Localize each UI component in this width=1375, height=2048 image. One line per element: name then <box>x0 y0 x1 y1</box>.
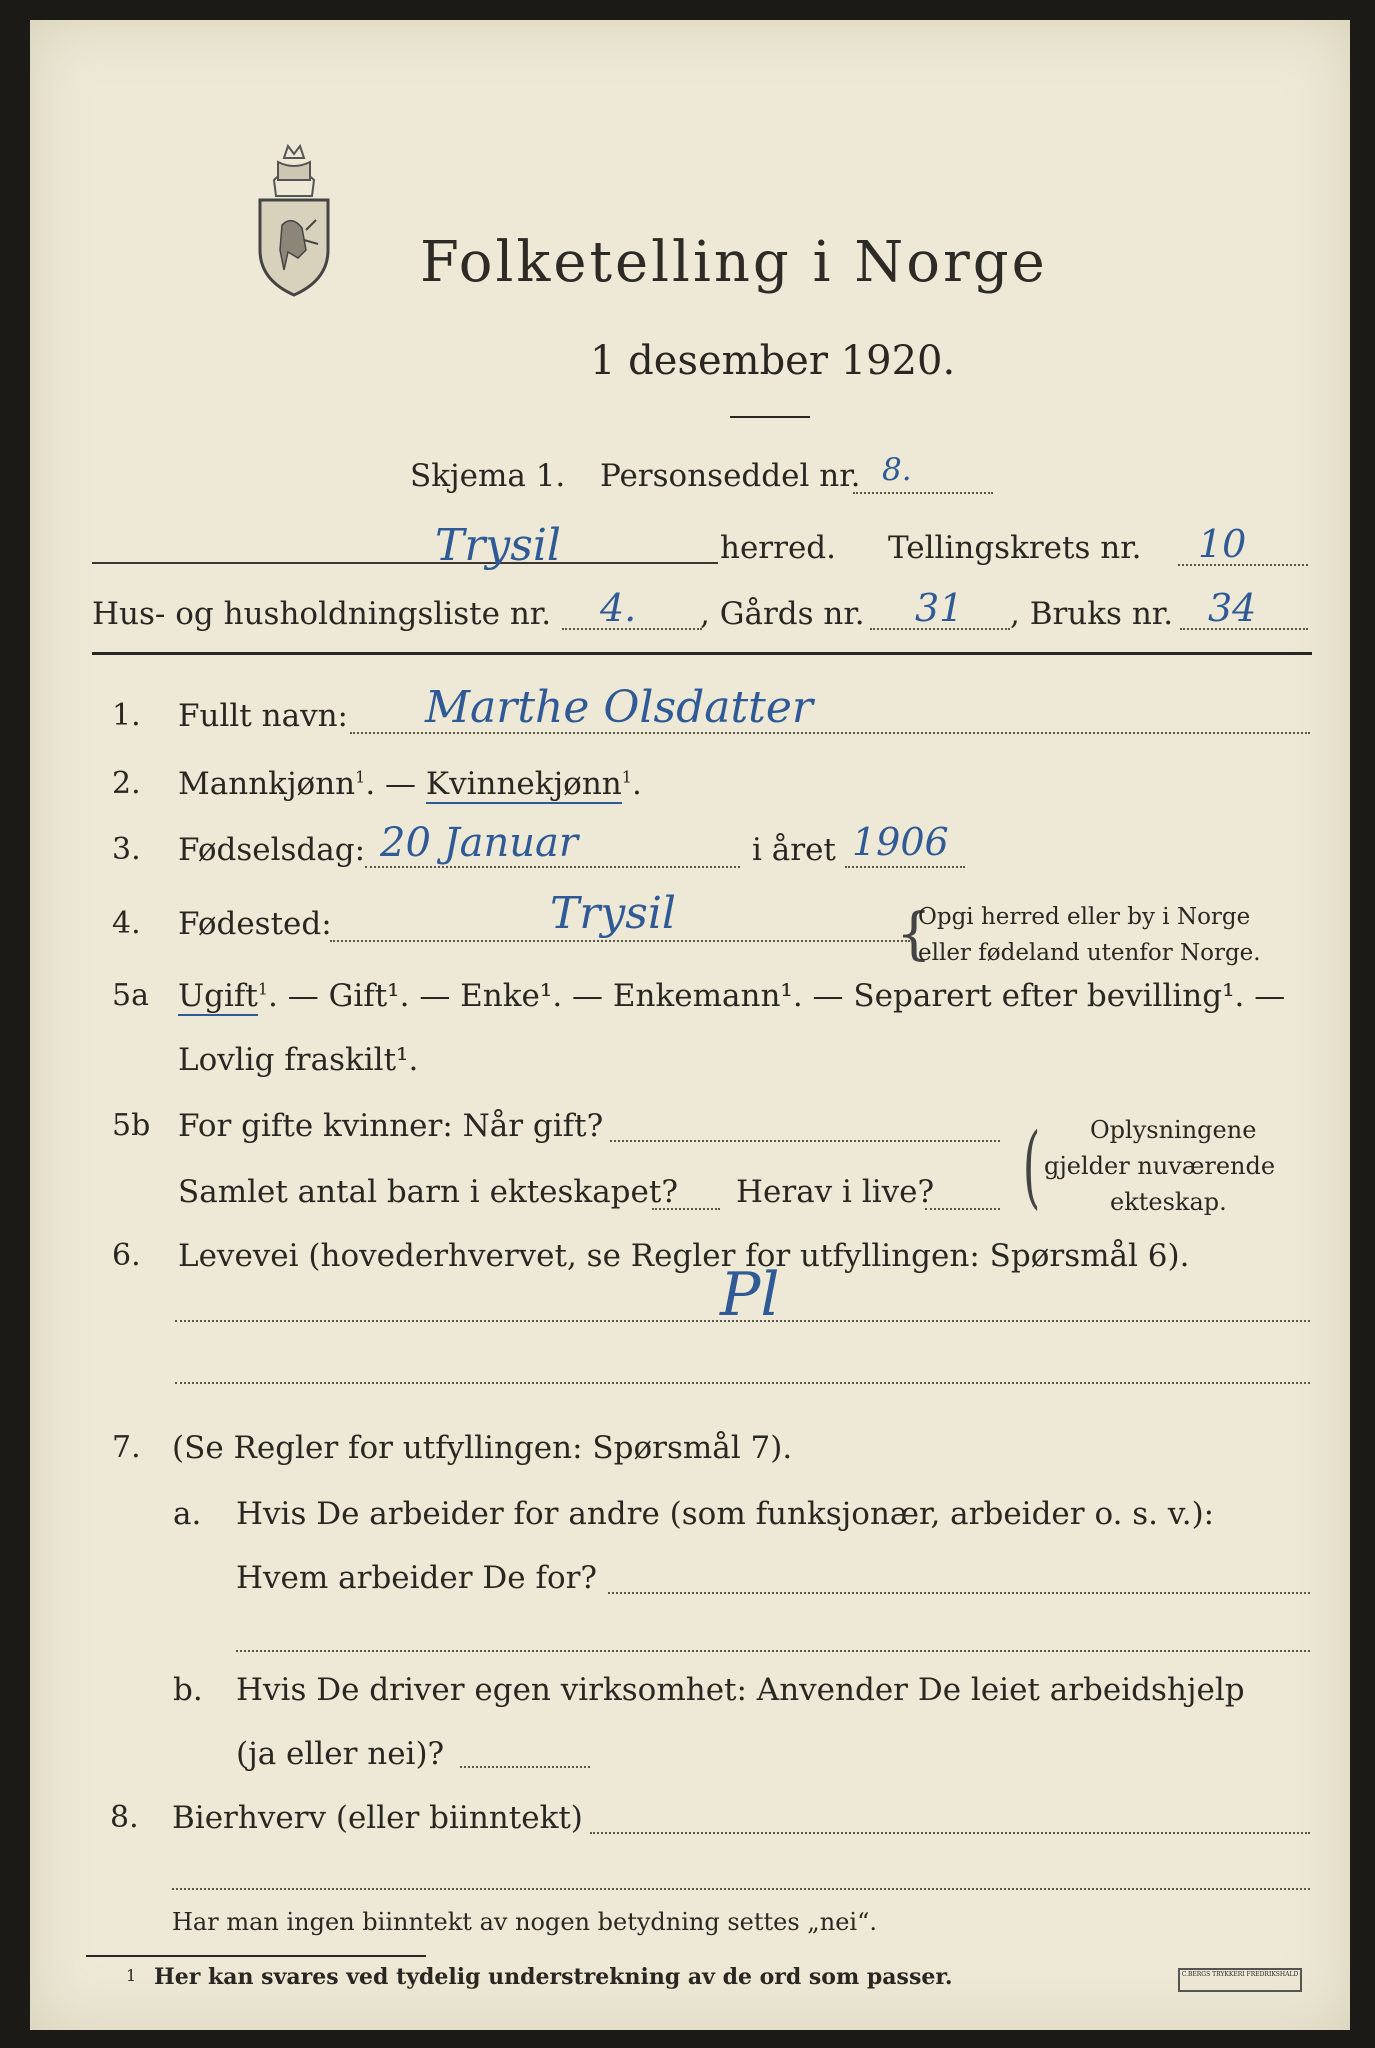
q5b-alive-field <box>925 1208 1000 1210</box>
footnote-rule <box>86 1955 426 1957</box>
q6-field-2 <box>175 1382 1310 1384</box>
title-divider <box>730 416 810 418</box>
header-rule <box>92 652 1312 655</box>
q5a-options: Ugift$^1$. — Gift¹. — Enke¹. — Enkemann¹. — Separert efter bevilling¹. — <box>178 978 1286 1014</box>
printer-stamp: C.BERGS TRYKKERI FREDRIKSHALD <box>1178 1968 1302 1992</box>
q4-note-1: Opgi herred eller by i Norge <box>918 904 1251 930</box>
schema-label: Skjema 1. <box>410 458 566 494</box>
q3-year-label: i året <box>752 832 836 868</box>
q8-field-1 <box>590 1832 1310 1834</box>
form-title: Folketelling i Norge <box>420 230 1048 295</box>
footnote-text: Her kan svares ved tydelig understrekning av de ord som passer. <box>154 1964 953 1990</box>
q5b-children-field <box>652 1208 720 1210</box>
personseddel-label: Personseddel nr. <box>600 458 861 494</box>
q4-label: Fødested: <box>178 906 332 942</box>
q2-mann[interactable]: Mannkjønn <box>178 766 356 802</box>
q7a-letter: a. <box>173 1496 202 1532</box>
personseddel-value[interactable]: 8. <box>882 452 912 488</box>
q7b-text: Hvis De driver egen virksomhet: Anvender De leiet arbeidshjelp <box>236 1672 1245 1708</box>
q5b-note-3: ekteskap. <box>1110 1188 1227 1216</box>
q4-number: 4. <box>112 906 141 941</box>
q8-note: Har man ingen biinntekt av nogen betydning settes „nei“. <box>172 1908 877 1936</box>
q5b-line1: For gifte kvinner: Når gift? <box>178 1108 604 1144</box>
q6-value[interactable]: Pl <box>720 1260 780 1330</box>
q4-value[interactable]: Trysil <box>550 888 676 939</box>
hus-label: Hus- og husholdningsliste nr. <box>92 596 552 632</box>
q5b-brace: ( <box>1022 1114 1041 1219</box>
herred-field <box>92 562 718 564</box>
q1-value[interactable]: Marthe Olsdatter <box>425 682 813 733</box>
q2-kvinne-selected[interactable]: Kvinnekjønn <box>425 766 622 802</box>
q3-label: Fødselsdag: <box>178 832 366 868</box>
bruks-label: , Bruks nr. <box>1010 596 1174 632</box>
q4-field <box>330 940 910 942</box>
census-date: 1 desember 1920. <box>590 338 956 384</box>
q3-year[interactable]: 1906 <box>852 820 949 864</box>
gards-value[interactable]: 31 <box>915 586 964 630</box>
q3-value[interactable]: 20 Januar <box>380 820 578 866</box>
q5a-line2: Lovlig fraskilt¹. <box>178 1042 419 1078</box>
q7a-field-1 <box>608 1592 1310 1594</box>
q5b-note-2: gjelder nuværende <box>1044 1152 1276 1180</box>
q1-label: Fullt navn: <box>178 698 348 734</box>
q8-label: Bierhverv (eller biinntekt) <box>172 1800 583 1836</box>
herred-value[interactable]: Trysil <box>435 520 561 571</box>
q1-number: 1. <box>112 698 141 733</box>
q6-number: 6. <box>112 1238 141 1273</box>
q5a-ugift-selected[interactable]: Ugift <box>178 978 258 1014</box>
coat-of-arms-emblem <box>254 140 334 300</box>
footnote-mark: 1 <box>126 1966 137 1985</box>
q4-brace: { <box>896 902 932 967</box>
q7a-text: Hvis De arbeider for andre (som funksjonær, arbeider o. s. v.): <box>236 1496 1215 1532</box>
q7b-letter: b. <box>173 1672 203 1708</box>
q7-label: (Se Regler for utfyllingen: Spørsmål 7). <box>172 1430 793 1466</box>
tellingskrets-value[interactable]: 10 <box>1198 522 1247 566</box>
q7-number: 7. <box>112 1430 141 1465</box>
hus-value[interactable]: 4. <box>600 586 637 630</box>
q2-number: 2. <box>112 766 141 801</box>
q3-year-field <box>845 866 965 868</box>
q5b-children-label: Samlet antal barn i ekteskapet? <box>178 1174 678 1210</box>
herred-label: herred. <box>720 530 836 566</box>
q5b-note-1: Oplysningene <box>1090 1116 1257 1144</box>
q7b-question: (ja eller nei)? <box>236 1736 445 1772</box>
q5b-gift-field <box>610 1140 1000 1142</box>
q2-options: Mannkjønn$^1$. — Kvinnekjønn$^1$. <box>178 766 642 802</box>
q7b-field <box>460 1766 590 1768</box>
personseddel-field <box>853 492 993 494</box>
q6-label: Levevei (hovederhvervet, se Regler for utfyllingen: Spørsmål 6). <box>178 1238 1190 1274</box>
q3-number: 3. <box>112 832 141 867</box>
q3-day-field <box>365 866 740 868</box>
q7a-field-2 <box>236 1650 1310 1652</box>
q7a-question: Hvem arbeider De for? <box>236 1560 598 1596</box>
q5b-number: 5b <box>112 1108 151 1143</box>
gards-label: , Gårds nr. <box>700 596 865 632</box>
bruks-value[interactable]: 34 <box>1208 586 1257 630</box>
q5b-alive-label: Herav i live? <box>736 1174 935 1210</box>
tellingskrets-label: Tellingskrets nr. <box>888 530 1142 566</box>
census-form <box>30 20 1350 2030</box>
q8-number: 8. <box>110 1800 139 1835</box>
q4-note-2: eller fødeland utenfor Norge. <box>918 940 1261 966</box>
q8-field-2 <box>172 1888 1310 1890</box>
q5a-number: 5a <box>112 978 149 1013</box>
